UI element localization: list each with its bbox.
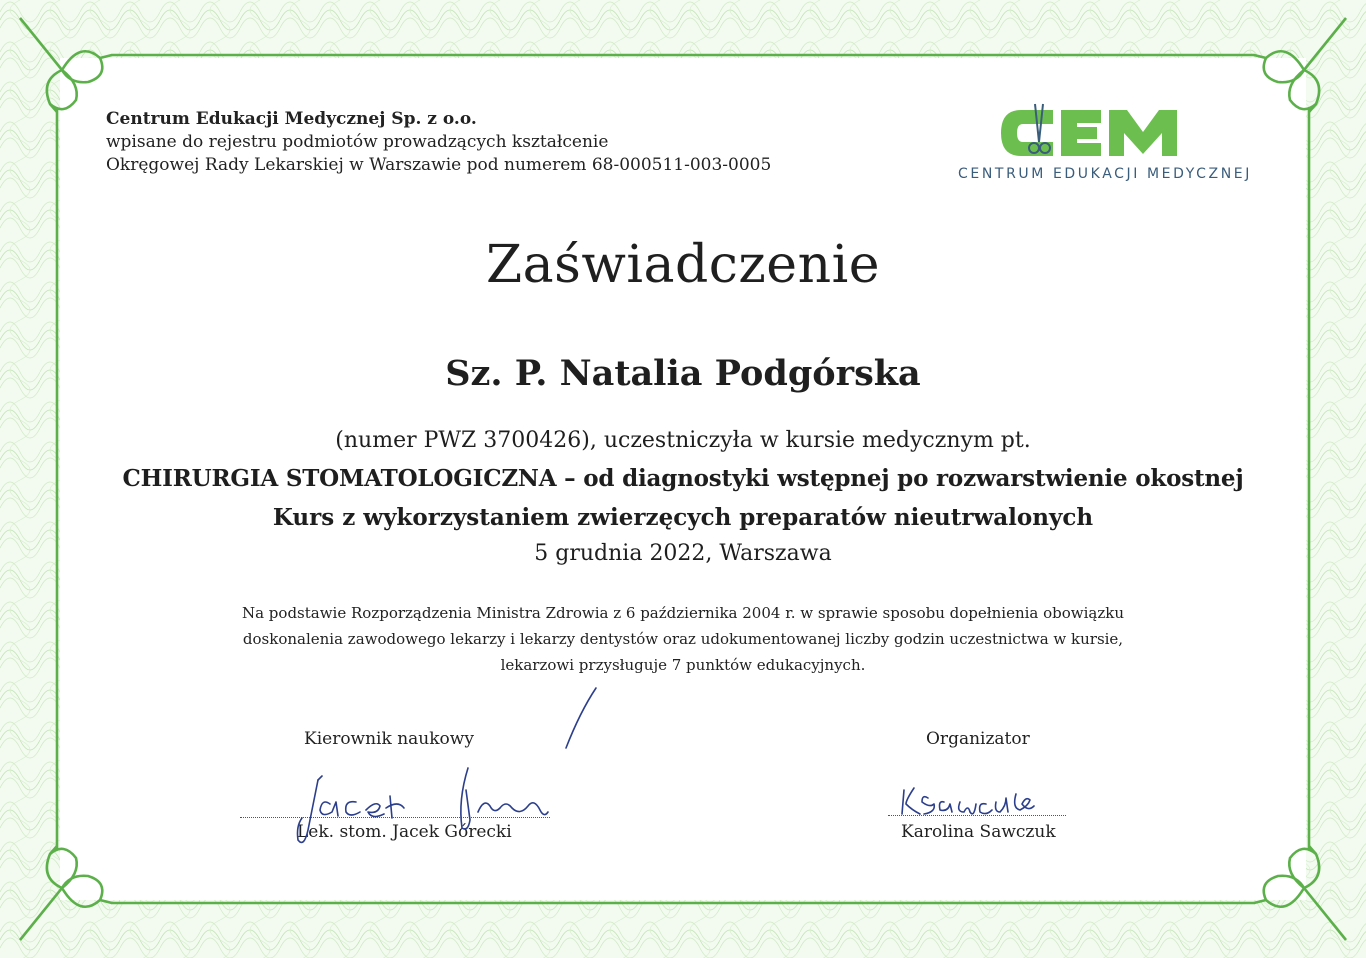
- signature-line-right: [888, 815, 1066, 816]
- legal-basis-paragraph: [183, 600, 1183, 678]
- scientific-director-name: Lek. stom. Jacek Górecki: [297, 822, 512, 842]
- course-date-place: 5 grudnia 2022, Warszawa: [534, 541, 832, 566]
- recipient-name: Sz. P. Natalia Podgórska: [445, 353, 921, 394]
- logo-subtitle: CENTRUM EDUKACJI MEDYCZNEJ: [958, 166, 1252, 182]
- organization-registry-line: wpisane do rejestru podmiotów prowadzących kształcenie: [106, 132, 609, 152]
- corner-ornament-bottom-left: [20, 846, 112, 940]
- organizer-name: Karolina Sawczuk: [901, 822, 1056, 842]
- course-subtitle: Kurs z wykorzystaniem zwierzęcych preparatów nieutrwalonych: [272, 504, 1094, 531]
- pwz-line: (numer PWZ 3700426), uczestniczyła w kursie medycznym pt.: [335, 428, 1031, 453]
- organization-header: [106, 108, 826, 177]
- scientific-director-label: Kierownik naukowy: [304, 729, 474, 749]
- legal-line-3: lekarzowi przysługuje 7 punktów edukacyjnych.: [500, 656, 866, 674]
- certificate-title: Zaświadczenie: [486, 235, 880, 295]
- corner-ornament-top-right: [1254, 18, 1346, 112]
- corner-ornament-top-left: [20, 18, 112, 112]
- organization-name: Centrum Edukacji Medycznej Sp. z o.o.: [106, 109, 477, 129]
- organization-registry-number-line: Okręgowej Rady Lekarskiej w Warszawie pod numerem 68-000511-003-0005: [106, 155, 772, 175]
- corner-ornament-bottom-right: [1254, 846, 1346, 940]
- cem-logo-mark: [997, 102, 1207, 164]
- legal-line-2: doskonalenia zawodowego lekarzy i lekarzy dentystów oraz udokumentowanej liczby godzin uczestnictwa w kursie,: [242, 630, 1124, 648]
- legal-line-1: Na podstawie Rozporządzenia Ministra Zdrowia z 6 października 2004 r. w sprawie sposobu dopełnienia obowiązku: [241, 604, 1125, 622]
- signature-line-left: [240, 817, 550, 818]
- organizer-label: Organizator: [926, 729, 1030, 749]
- cem-logo: [945, 102, 1265, 188]
- course-title: CHIRURGIA STOMATOLOGICZNA – od diagnostyki wstępnej po rozwarstwienie okostnej: [122, 465, 1244, 492]
